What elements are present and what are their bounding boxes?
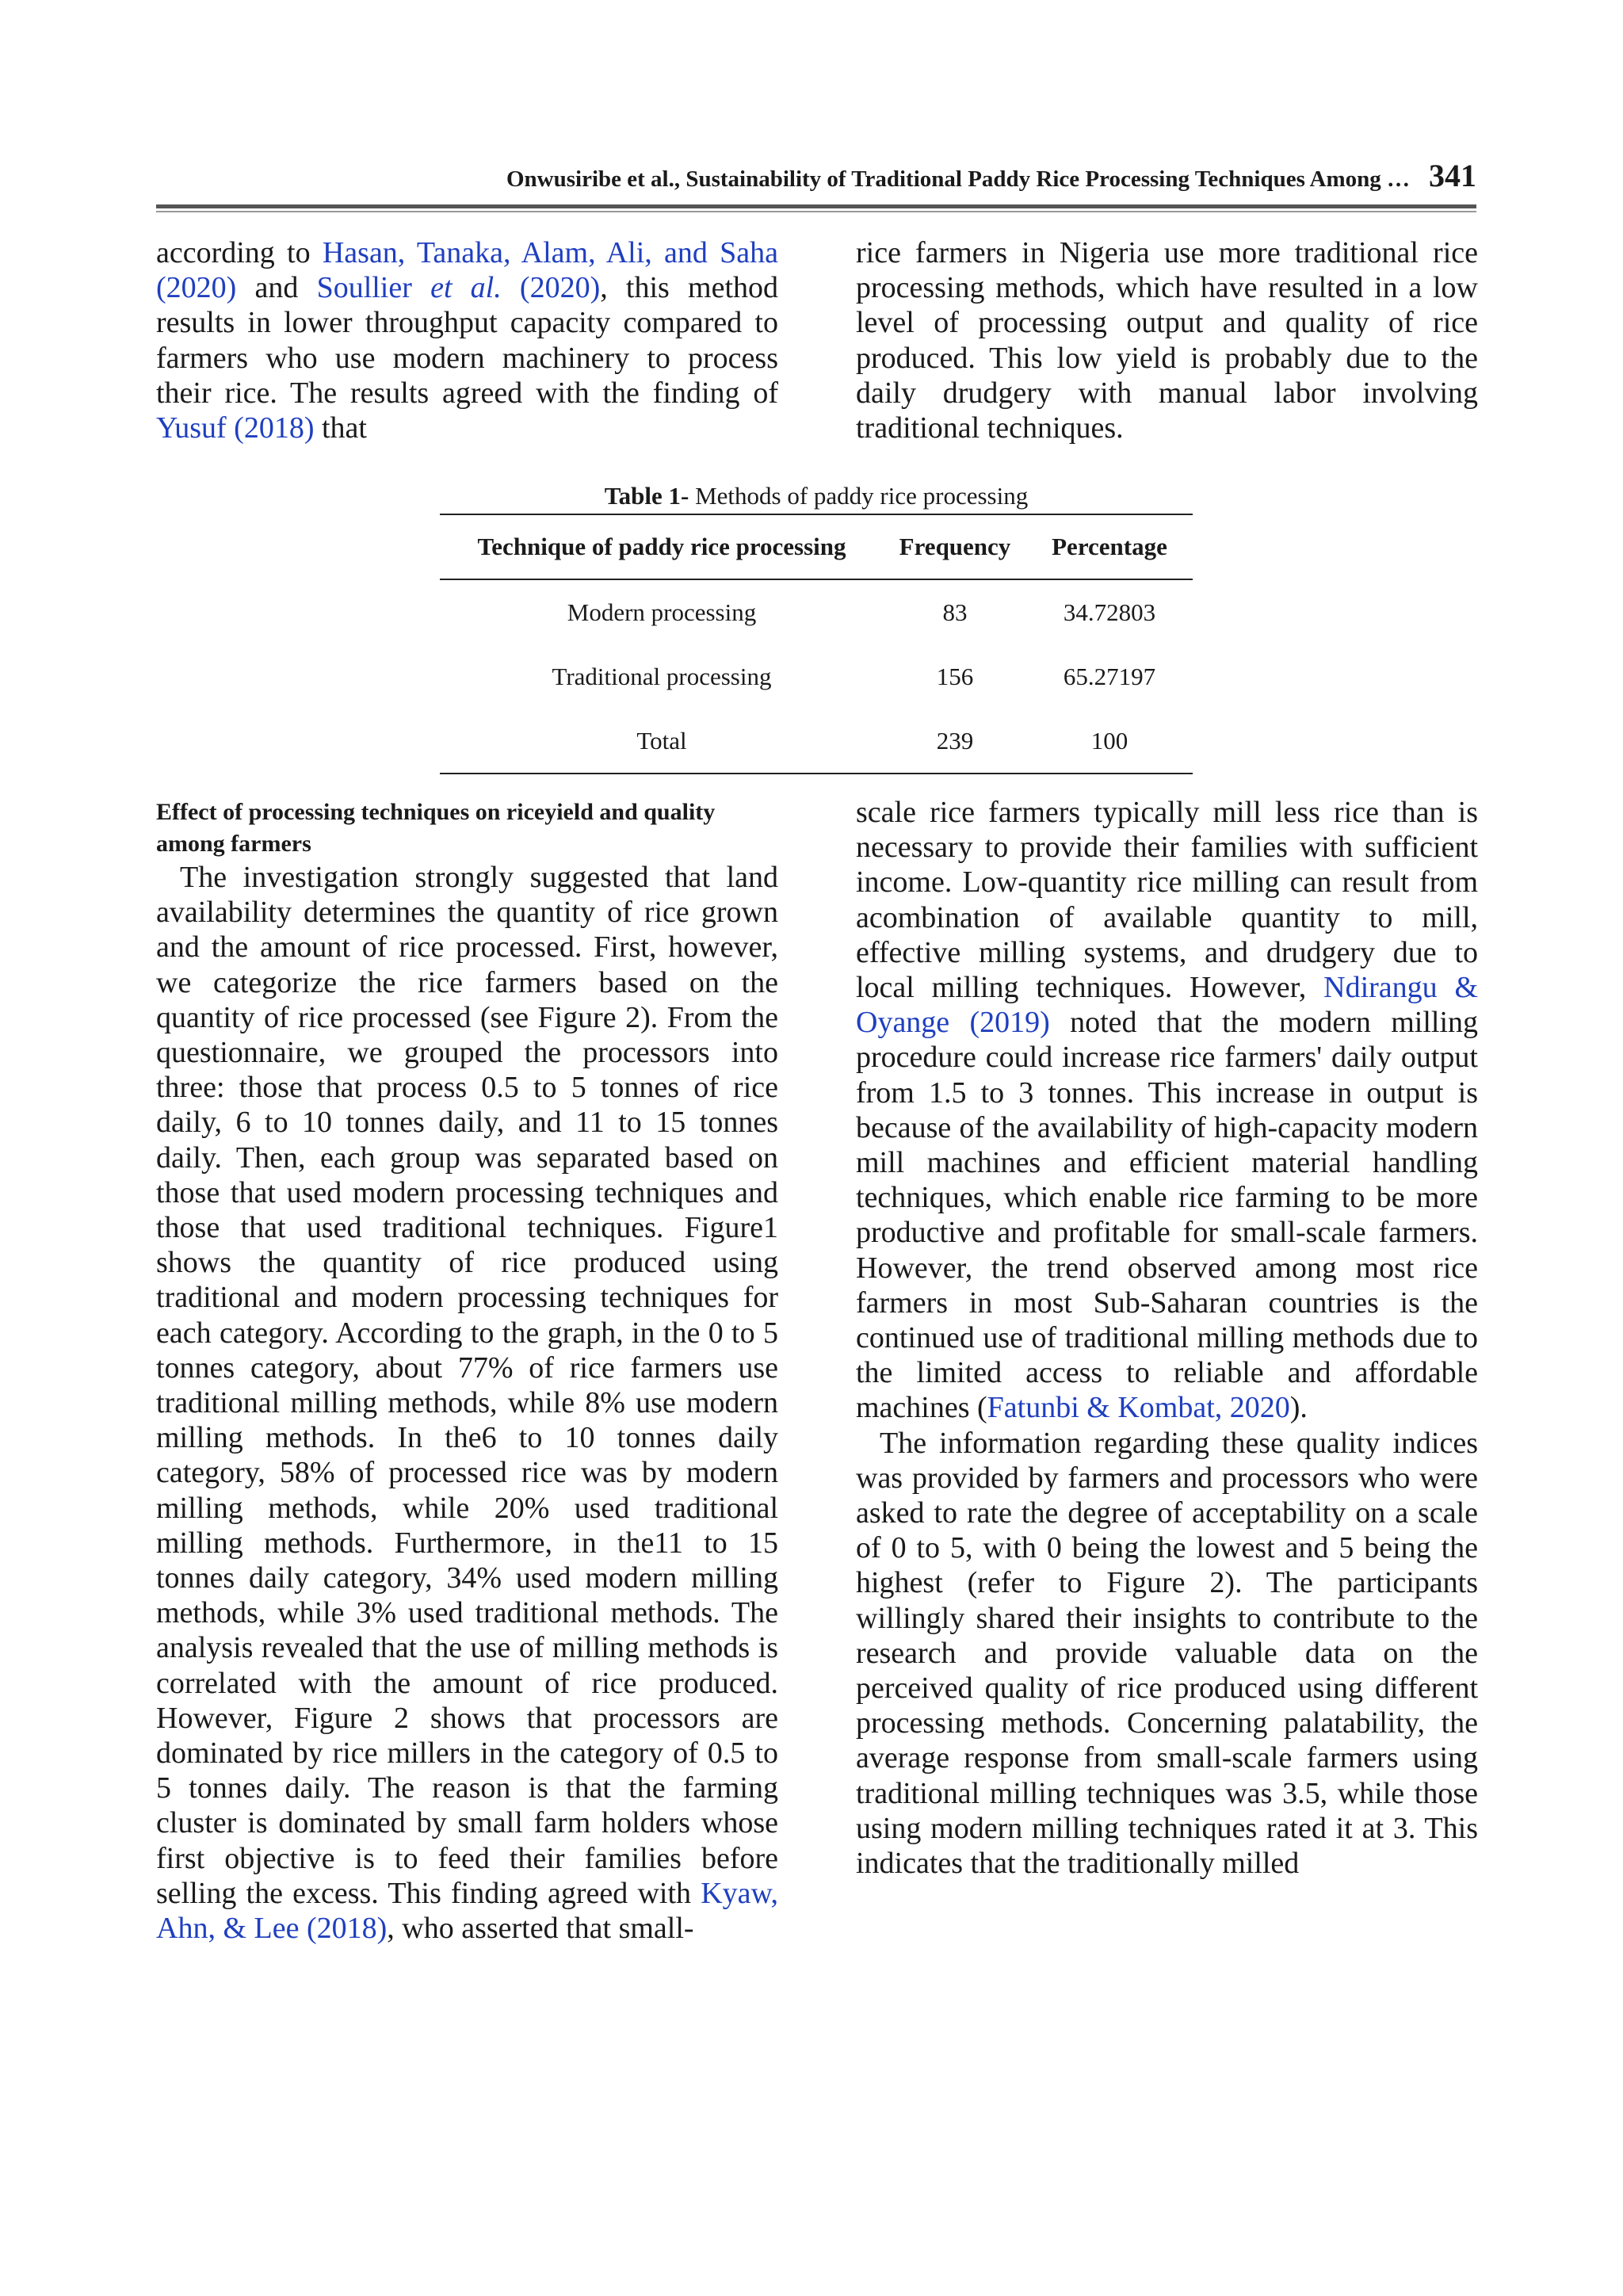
table-cell: Modern processing xyxy=(567,598,757,626)
table-caption xyxy=(440,482,1193,510)
table-caption-text: Methods of paddy rice processing xyxy=(689,482,1029,510)
text-run: according to xyxy=(156,236,323,269)
citation-link[interactable]: Hasan, Tanaka, Alam, Ali, and Saha (2020) xyxy=(156,236,778,305)
table-caption-label: Table 1- xyxy=(604,482,689,510)
citation-link[interactable]: Fatunbi & Kombat, 2020 xyxy=(987,1391,1290,1425)
body-paragraph xyxy=(856,795,1478,1426)
running-title: Onwusiribe et al., Sustainability of Traditional Paddy Rice Processing Techniques Among … xyxy=(506,166,1410,192)
table-cell: 156 xyxy=(936,662,974,690)
citation-year: (2020) xyxy=(501,271,601,305)
top-left-paragraph xyxy=(156,235,778,445)
citation-etal: et al. xyxy=(430,271,502,305)
citation-link[interactable]: Yusuf (2018) xyxy=(156,411,315,445)
section-heading: Effect of processing techniques on riceyield and quality among farmers xyxy=(156,799,716,857)
text-run: scale rice farmers typically mill less rice than is necessary to provide their families with sufficient income. Low-quantity rice milling can result from acombination of available quantity to mill, effective milling systems, and drudgery due to local milling techniques. However, xyxy=(856,796,1478,1005)
page-number: 341 xyxy=(1429,158,1476,193)
right-body-column xyxy=(856,795,1478,1881)
table-row xyxy=(440,579,1193,644)
body-paragraph: The information regarding these quality indices was provided by farmers and processors who were asked to rate the degree of acceptability on a scale of 0 to 5, with 0 being the lowest and 5 being the highest (refer to Figure 2). The participants willingly shared their insights to contribute to the research and provide valuable data on the perceived quality of rice produced using different processing methods. Concerning palatability, the average response from small-scale farmers using traditional milling techniques was 3.5, while those using modern milling techniques rated it at 3. This indicates that the traditionally milled xyxy=(856,1426,1478,1881)
table-row xyxy=(440,709,1193,774)
table-cell: 239 xyxy=(936,726,974,755)
citation-author: Soullier xyxy=(316,271,431,305)
citation-link[interactable]: Kyaw, Ahn, & Lee (2018) xyxy=(156,1876,778,1946)
text-run: and xyxy=(236,271,317,305)
table-cell: Total xyxy=(636,726,687,755)
text-run: that xyxy=(314,411,367,445)
top-right-paragraph xyxy=(856,235,1478,445)
table-cell: 34.72803 xyxy=(1063,598,1156,626)
table-header: Percentage xyxy=(1052,533,1167,560)
body-paragraph xyxy=(156,860,778,1946)
paragraph: rice farmers in Nigeria use more traditional rice processing methods, which have resulted in a low level of processing output and quality of rice produced. This low yield is probably due to the daily drudgery with manual labor involving traditional techniques. xyxy=(856,236,1478,445)
table-cell: 83 xyxy=(942,598,968,626)
text-run: , who asserted that small- xyxy=(387,1912,694,1946)
table-header: Technique of paddy rice processing xyxy=(477,533,846,560)
text-run: noted that the modern milling procedure could increase rice farmers' daily output from 1.5 to 3 tonnes. This increase in output is because of the availability of high-capacity modern mill machines and efficient material handling techniques, which enable rice farming to be more productive and profitable for small-scale farmers. However, the trend observed among most rice farmers in most Sub-Saharan countries is the continued use of traditional milling methods due to the limited access to reliable and affordable machines ( xyxy=(856,1006,1479,1425)
header-rule-thin xyxy=(156,211,1476,212)
left-body-column xyxy=(156,797,778,1946)
header-rule-thick xyxy=(156,204,1476,208)
table-cell: Traditional processing xyxy=(552,662,772,690)
table-header-row xyxy=(440,514,1193,579)
text-run: The investigation strongly suggested that land availability determines the quantity of rice grown and the amount of rice processed. First, however, we categorize the rice farmers based on the quantity of rice processed (see Figure 2). From the questionnaire, we grouped the processors into three: those that process 0.5 to 5 tonnes of rice daily, 6 to 10 tonnes daily, and 11 to 15 tonnes daily. Then, each group was separated based on those that used modern processing techniques and those that used traditional techniques. Figure1 shows the quantity of rice produced using traditional and modern processing techniques for each category. According to the graph, in the 0 to 5 tonnes category, about 77% of rice farmers use traditional milling methods, while 8% use modern milling methods. In the6 to 10 tonnes daily category, 58% of processed rice was by modern milling methods, while 20% used traditional milling methods. Furthermore, in the11 to 15 tonnes daily category, 34% used modern milling methods, while 3% used traditional methods. The analysis revealed that the use of milling methods is correlated with the amount of rice produced. However, Figure 2 shows that processors are dominated by rice millers in the category of 0.5 to 5 tonnes daily. The reason is that the farming cluster is dominated by small farm holders whose first objective is to feed their families before selling the excess. This finding agreed with xyxy=(156,861,778,1910)
text-run: ). xyxy=(1289,1391,1308,1425)
table-row xyxy=(440,644,1193,709)
methods-table xyxy=(440,514,1193,774)
running-header xyxy=(156,157,1476,194)
table-header: Frequency xyxy=(899,533,1011,560)
citation-link[interactable]: Ndirangu & Oyange (2019) xyxy=(856,971,1479,1040)
table-cell: 100 xyxy=(1090,726,1128,755)
citation-link[interactable] xyxy=(317,271,601,304)
text-run: , this method results in lower throughput capacity compared to farmers who use modern machinery to process their rice. The results agreed with the finding of xyxy=(156,271,779,410)
table-cell: 65.27197 xyxy=(1063,662,1156,690)
